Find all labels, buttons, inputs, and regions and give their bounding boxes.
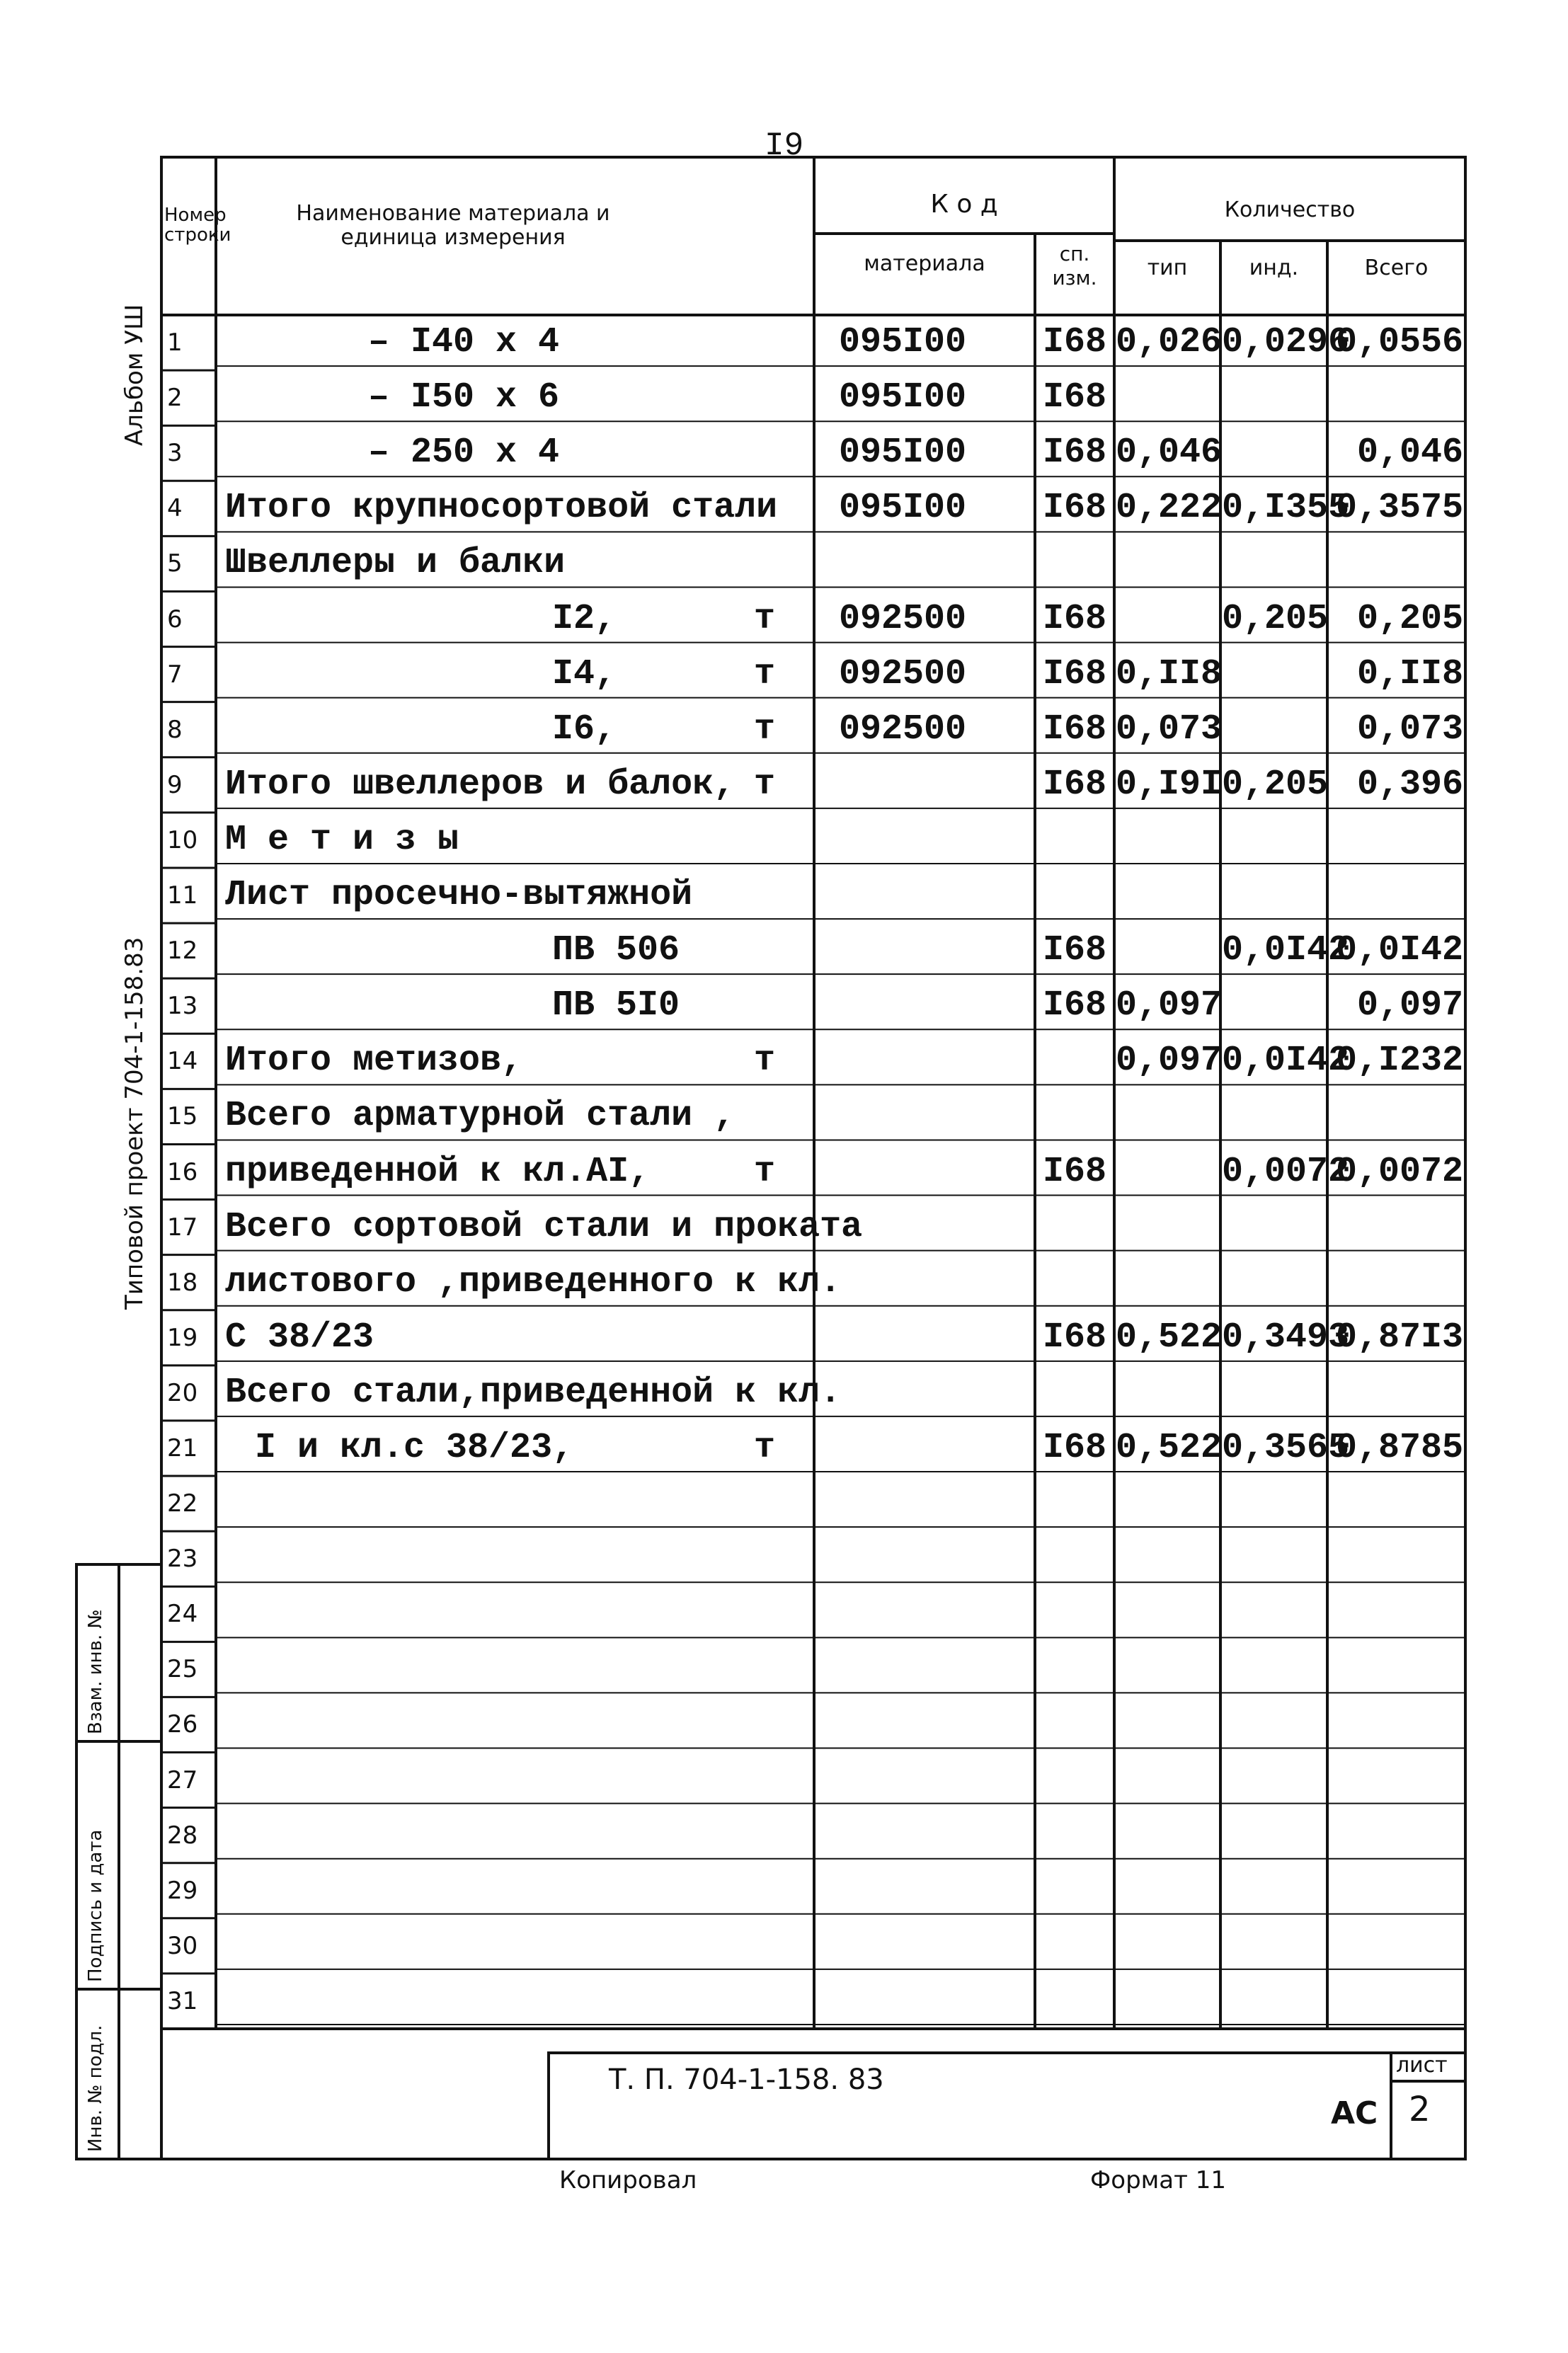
header-code: К о д (930, 190, 998, 219)
row-number: 17 (167, 1213, 198, 1242)
row-number: 28 (167, 1821, 198, 1850)
row-unit-change: I68 (1042, 377, 1106, 418)
row-unit-change: I68 (1042, 1151, 1106, 1192)
row-name: Итого метизов, (225, 1041, 523, 1082)
row-name: I2, (552, 598, 617, 639)
row-type-qty: 0,046 (1116, 433, 1223, 474)
row-number: 12 (167, 937, 198, 966)
format-label: Формат 11 (1090, 2166, 1227, 2194)
row-total-qty: 0,II8 (1356, 653, 1463, 694)
row-name: Всего стали,приведенной к кл. (225, 1372, 842, 1413)
row-number: 2 (167, 384, 183, 413)
row-name: Лист просечно-вытяжной (225, 875, 693, 916)
copied-label: Копировал (559, 2166, 697, 2194)
row-unit-change: I68 (1042, 709, 1106, 750)
row-total-qty: 0,046 (1356, 433, 1463, 474)
row-type-qty: 0,073 (1116, 709, 1223, 750)
row-type-qty: 0,522 (1116, 1427, 1223, 1468)
row-ind-qty: 0,205 (1222, 598, 1329, 639)
row-name: – I50 x 6 (368, 377, 560, 418)
row-name: Всего арматурной стали , (225, 1096, 736, 1137)
header-material: материала (864, 251, 985, 276)
stamp-inventory: Инв. № подл. (85, 2025, 106, 2152)
row-name: I6, (552, 709, 617, 750)
row-type-qty: 0,026 (1116, 322, 1223, 363)
project-label: Типовой проект 704-1-158.83 (120, 937, 149, 1310)
row-unit: т (753, 598, 775, 639)
row-number: 25 (167, 1655, 198, 1684)
row-total-qty: 0,87I3 (1335, 1317, 1463, 1358)
row-name: Швеллеры и балки (225, 543, 566, 584)
row-number: 4 (167, 494, 183, 523)
row-unit-change: I68 (1042, 322, 1106, 363)
row-number: 27 (167, 1765, 198, 1794)
row-type-qty: 0,I9I (1116, 764, 1223, 805)
row-number: 1 (167, 328, 183, 357)
row-total-qty: 0,8785 (1335, 1427, 1463, 1468)
row-ind-qty: 0,3493 (1222, 1317, 1350, 1358)
mark: АС (1331, 2095, 1378, 2131)
row-name: ПВ 506 (552, 930, 680, 971)
page-number: I9 (765, 127, 804, 164)
row-name: Всего сортовой стали и проката (225, 1206, 863, 1247)
row-unit-change: I68 (1042, 488, 1106, 529)
row-name: I и кл.с 38/23, (255, 1427, 574, 1468)
row-name: Итого крупносортовой стали (225, 488, 778, 529)
row-number: 7 (167, 660, 183, 689)
row-number: 5 (167, 549, 183, 578)
row-name: – 250 x 4 (368, 433, 560, 474)
row-total-qty: 0,0I42 (1335, 930, 1463, 971)
row-number: 15 (167, 1102, 198, 1131)
row-name: М е т и з ы (225, 819, 459, 860)
row-ind-qty: 0,3565 (1222, 1427, 1350, 1468)
row-number: 20 (167, 1378, 198, 1407)
row-material-code: 092500 (839, 653, 967, 694)
header-unit-change: сп. изм. (1052, 242, 1097, 290)
row-type-qty: 0,522 (1116, 1317, 1223, 1358)
stamp-replace: Взам. инв. № (85, 1609, 106, 1734)
row-total-qty: 0,3575 (1335, 488, 1463, 529)
sheet-number: 2 (1409, 2090, 1431, 2129)
header-total: Всего (1364, 256, 1429, 280)
header-quantity: Количество (1224, 197, 1356, 222)
row-total-qty: 0,097 (1356, 985, 1463, 1026)
row-total-qty: 0,I232 (1335, 1041, 1463, 1082)
row-number: 31 (167, 1986, 198, 2015)
row-unit-change: I68 (1042, 764, 1106, 805)
row-number: 14 (167, 1047, 198, 1076)
row-number: 26 (167, 1710, 198, 1739)
row-number: 18 (167, 1268, 198, 1297)
row-number: 6 (167, 605, 183, 634)
row-ind-qty: 0,0I42 (1222, 930, 1350, 971)
row-material-code: 092500 (839, 598, 967, 639)
row-unit-change: I68 (1042, 1427, 1106, 1468)
header-row-number: Номер строки (164, 205, 231, 246)
row-name: приведенной к кл.АI, (225, 1151, 651, 1192)
row-material-code: 092500 (839, 709, 967, 750)
row-ind-qty: 0,0I42 (1222, 1041, 1350, 1082)
row-number: 8 (167, 715, 183, 744)
row-unit: т (753, 1151, 775, 1192)
row-material-code: 095I00 (839, 322, 967, 363)
row-total-qty: 0,205 (1356, 598, 1463, 639)
row-ind-qty: 0,0296 (1222, 322, 1350, 363)
row-material-code: 095I00 (839, 433, 967, 474)
row-unit-change: I68 (1042, 433, 1106, 474)
row-number: 24 (167, 1600, 198, 1629)
row-name: С 38/23 (225, 1317, 374, 1358)
row-name: листового ,приведенного к кл. (225, 1261, 842, 1303)
row-name: Итого швеллеров и балок, (225, 764, 736, 805)
row-total-qty: 0,073 (1356, 709, 1463, 750)
row-unit: т (753, 1041, 775, 1082)
row-unit-change: I68 (1042, 1317, 1106, 1358)
row-type-qty: 0,097 (1116, 985, 1223, 1026)
designation: Т. П. 704-1-158. 83 (609, 2063, 884, 2096)
header-type: тип (1147, 256, 1188, 280)
row-number: 30 (167, 1931, 198, 1960)
row-number: 13 (167, 992, 198, 1021)
row-number: 11 (167, 881, 198, 910)
row-unit: т (753, 653, 775, 694)
row-total-qty: 0,0072 (1335, 1151, 1463, 1192)
header-ind: инд. (1249, 256, 1299, 280)
row-unit: т (753, 1427, 775, 1468)
row-total-qty: 0,396 (1356, 764, 1463, 805)
row-ind-qty: 0,0072 (1222, 1151, 1350, 1192)
row-type-qty: 0,II8 (1116, 653, 1223, 694)
row-number: 10 (167, 825, 198, 854)
row-material-code: 095I00 (839, 377, 967, 418)
row-number: 16 (167, 1157, 198, 1186)
row-name: ПВ 5I0 (552, 985, 680, 1026)
row-number: 3 (167, 439, 183, 468)
row-total-qty: 0,0556 (1335, 322, 1463, 363)
row-name: I4, (552, 653, 617, 694)
row-unit-change: I68 (1042, 598, 1106, 639)
row-material-code: 095I00 (839, 488, 967, 529)
row-type-qty: 0,222 (1116, 488, 1223, 529)
row-unit: т (753, 709, 775, 750)
header-name: Наименование материала и единица измерения (296, 201, 610, 250)
row-unit-change: I68 (1042, 930, 1106, 971)
row-name: – I40 x 4 (368, 322, 560, 363)
album-label: Альбом УШ (120, 304, 149, 446)
row-number: 9 (167, 770, 183, 799)
row-number: 23 (167, 1545, 198, 1574)
row-number: 21 (167, 1433, 198, 1462)
stamp-signature: Подпись и дата (85, 1829, 106, 1982)
row-unit-change: I68 (1042, 653, 1106, 694)
row-ind-qty: 0,205 (1222, 764, 1329, 805)
row-number: 22 (167, 1489, 198, 1518)
row-type-qty: 0,097 (1116, 1041, 1223, 1082)
row-unit: т (753, 764, 775, 805)
row-ind-qty: 0,I355 (1222, 488, 1350, 529)
row-number: 19 (167, 1323, 198, 1352)
row-number: 29 (167, 1876, 198, 1905)
row-unit-change: I68 (1042, 985, 1106, 1026)
sheet-label: лист (1396, 2053, 1448, 2078)
